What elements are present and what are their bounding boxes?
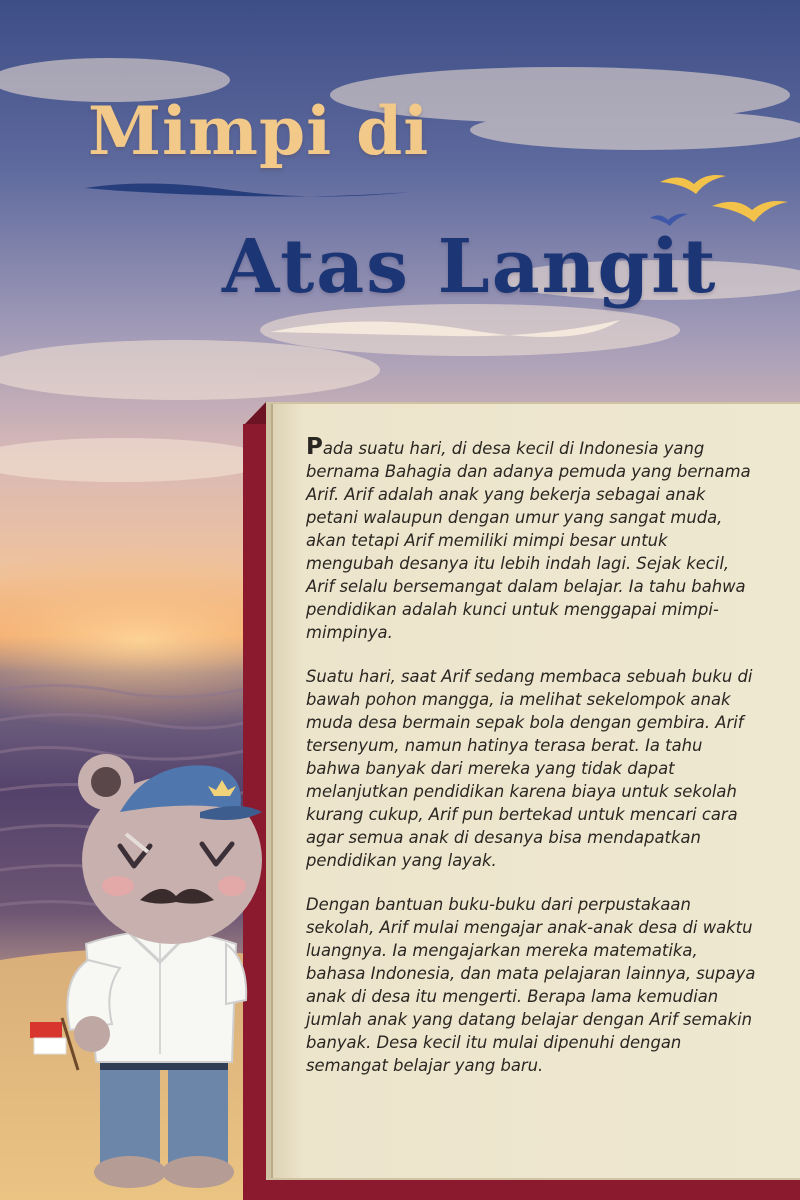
title-line-2: Atas Langit: [222, 224, 718, 310]
story-paragraph: Suatu hari, saat Arif sedang membaca sebuah buku di bawah pohon mangga, ia melihat sekelompok anak muda desa bermain sepak bola dengan gembira. Arif tersenyum, namun hatinya terasa berat. Ia tahu bahwa banyak dari mereka yang tidak dapat melanjutkan pendidikan karena biaya untuk sekolah kurang cukup, Arif pun bertekad untuk mencari cara agar semua anak di desanya bisa mendapatkan pendidikan yang layak.: [306, 667, 753, 870]
story-text: [306, 436, 758, 1098]
title-line-1: Mimpi di: [88, 92, 430, 170]
story-paragraph: Dengan bantuan buku-buku dari perpustakaan sekolah, Arif mulai mengajar anak-anak desa di waktu luangnya. Ia mengajarkan mereka matematika, bahasa Indonesia, dan mata pelajaran lainnya, supaya anak di desa itu mengerti. Berapa lama kemudian jumlah anak yang datang belajar dengan Arif semakin banyak. Desa kecil itu mulai dipenuhi dengan semangat belajar yang baru.: [306, 895, 756, 1075]
story-paragraph: Pada suatu hari, di desa kecil di Indonesia yang bernama Bahagia dan adanya pemuda yang bernama Arif. Arif adalah anak yang bekerja sebagai anak petani walaupun dengan umur yang sangat muda, akan tetapi Arif memiliki mimpi besar untuk mengubah desanya itu lebih indah lagi. Sejak kecil, Arif selalu bersemangat dalam belajar. Ia tahu bahwa pendidikan adalah kunci untuk menggapai mimpi-mimpinya.: [306, 434, 751, 642]
